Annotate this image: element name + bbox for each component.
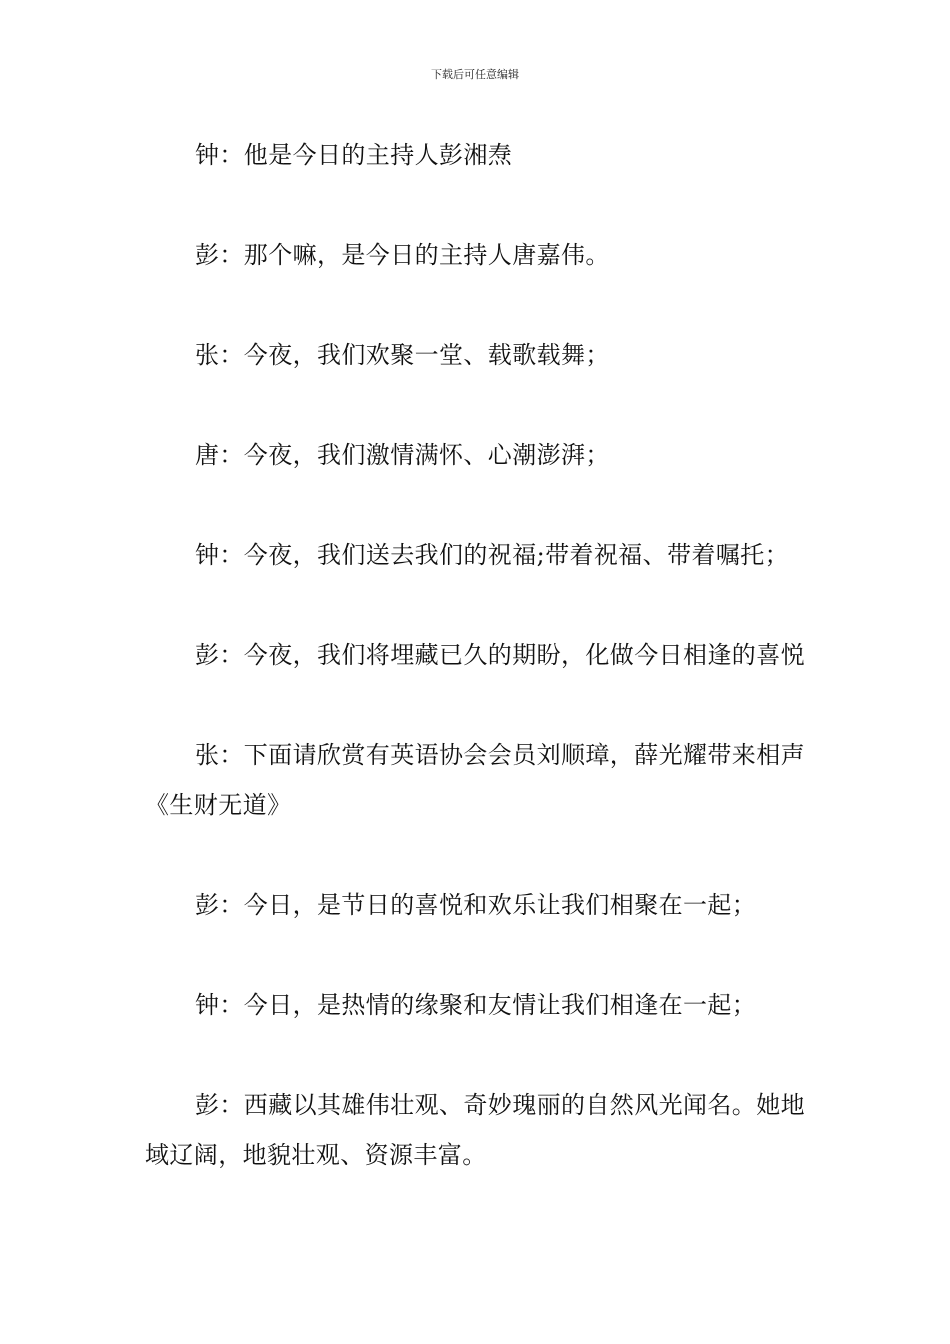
dialogue-line: 钟：今夜，我们送去我们的祝福;带着祝福、带着嘱托； [195,541,790,569]
dialogue-line: 张：下面请欣赏有英语协会会员刘顺璋，薛光耀带来相声《生财无道》 [145,741,805,819]
dialogue-line: 彭：那个嘛，是今日的主持人唐嘉伟。 [195,241,610,269]
dialogue-line: 彭：今夜，我们将埋藏已久的期盼，化做今日相逢的喜悦 [195,641,805,669]
dialogue-line: 钟：今日，是热情的缘聚和友情让我们相逢在一起； [195,991,757,1019]
page-header: 下载后可任意编辑 [431,68,519,81]
dialogue-line: 彭：今日，是节日的喜悦和欢乐让我们相聚在一起； [195,891,757,919]
document-body [145,130,810,1230]
dialogue-line: 彭：西藏以其雄伟壮观、奇妙瑰丽的自然风光闻名。她地域辽阔，地貌壮观、资源丰富。 [145,1091,805,1169]
dialogue-line: 唐：今夜，我们激情满怀、心潮澎湃； [195,441,610,469]
dialogue-line: 张：今夜，我们欢聚一堂、载歌载舞； [195,341,610,369]
dialogue-line: 钟：他是今日的主持人彭湘焘 [195,141,513,169]
